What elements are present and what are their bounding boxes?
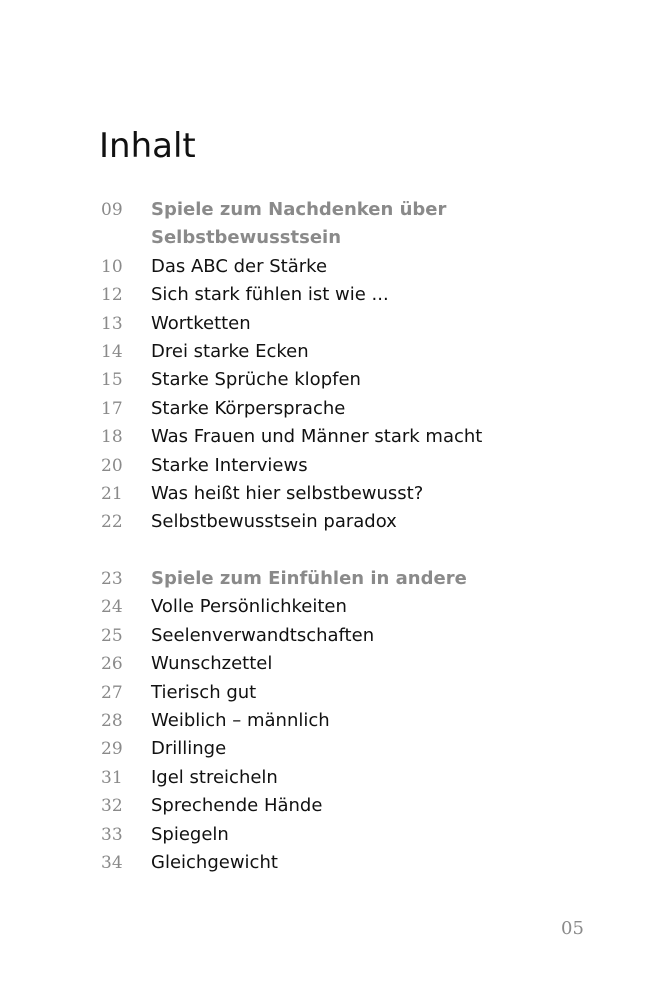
toc-entry[interactable] [0,622,665,650]
toc-entry-label: Was Frauen und Männer stark macht [151,426,483,448]
toc-entry-label: Seelenverwandtschaften [151,624,375,646]
toc-entry[interactable] [0,508,665,536]
toc-entry-label: Was heißt hier selbstbewusst? [151,482,424,504]
toc-entry-label: Weiblich – männlich [151,709,330,731]
toc-entry-label: Spiegeln [151,823,229,845]
toc-entry[interactable] [0,707,665,735]
toc-section-heading[interactable] [0,196,665,253]
toc-entry-label: Spiele zum Einfühlen in andere [151,568,467,589]
toc-page-number: 12 [101,285,123,306]
toc-entry[interactable] [0,253,665,281]
toc-page-number: 09 [101,200,123,220]
toc-page-number: 34 [101,852,123,873]
toc-page-number: 25 [101,625,123,646]
toc-page-number: 26 [101,654,123,675]
toc-entry[interactable] [0,792,665,820]
toc-section-1 [0,196,665,537]
toc-entry-label: Drei starke Ecken [151,340,309,362]
toc-entry-label: Spiele zum Nachdenken über Selbstbewusstsein [151,199,447,249]
toc-entry[interactable] [0,764,665,792]
toc-entry[interactable] [0,423,665,451]
toc-entry-label: Starke Körpersprache [151,397,346,419]
toc-entry[interactable] [0,821,665,849]
toc-page-number: 24 [101,597,123,618]
toc-page-number: 29 [101,739,123,760]
toc-page-number: 28 [101,710,123,731]
toc-entry[interactable] [0,452,665,480]
toc-page-number: 10 [101,256,123,277]
toc-entry-label: Wunschzettel [151,653,273,675]
toc-section-heading[interactable] [0,565,665,593]
toc-entry[interactable] [0,366,665,394]
toc-page-number: 20 [101,455,123,476]
toc-entry-label: Selbstbewusstsein paradox [151,511,397,533]
toc-page-number: 17 [101,398,123,419]
toc-entry-label: Starke Interviews [151,454,308,476]
toc-page-number: 18 [101,427,123,448]
toc-page-number: 21 [101,483,123,504]
toc-entry-label: Sich stark fühlen ist wie ... [151,284,389,306]
toc-page-number: 27 [101,682,123,703]
toc-page-number: 33 [101,824,123,845]
toc-page-number: 32 [101,796,123,817]
toc-page-number: 31 [101,767,123,788]
toc-entry-label: Sprechende Hände [151,795,323,817]
toc-entry-label: Volle Persönlichkeiten [151,596,347,618]
toc-entry-label: Igel streicheln [151,766,278,788]
toc-entry[interactable] [0,281,665,309]
toc-entry[interactable] [0,593,665,621]
page-number: 05 [561,918,584,939]
toc-entry[interactable] [0,395,665,423]
toc-page-number: 14 [101,341,123,362]
toc-entry-label: Gleichgewicht [151,851,278,873]
toc-entry[interactable] [0,735,665,763]
toc-page-number: 23 [101,569,123,589]
toc-entry[interactable] [0,480,665,508]
page-title: Inhalt [99,126,196,166]
toc-entry[interactable] [0,849,665,877]
toc-entry-label: Das ABC der Stärke [151,255,328,277]
toc-page-number: 22 [101,512,123,533]
toc-entry[interactable] [0,338,665,366]
toc-entry-label: Drillinge [151,738,227,760]
toc-entry-label: Wortketten [151,312,251,334]
toc-entry[interactable] [0,310,665,338]
toc-page-number: 13 [101,313,123,334]
toc-entry-label: Tierisch gut [151,681,257,703]
toc-entry-label: Starke Sprüche klopfen [151,369,361,391]
toc-entry[interactable] [0,679,665,707]
toc-page-number: 15 [101,370,123,391]
toc-section-2 [0,565,665,877]
toc-entry[interactable] [0,650,665,678]
